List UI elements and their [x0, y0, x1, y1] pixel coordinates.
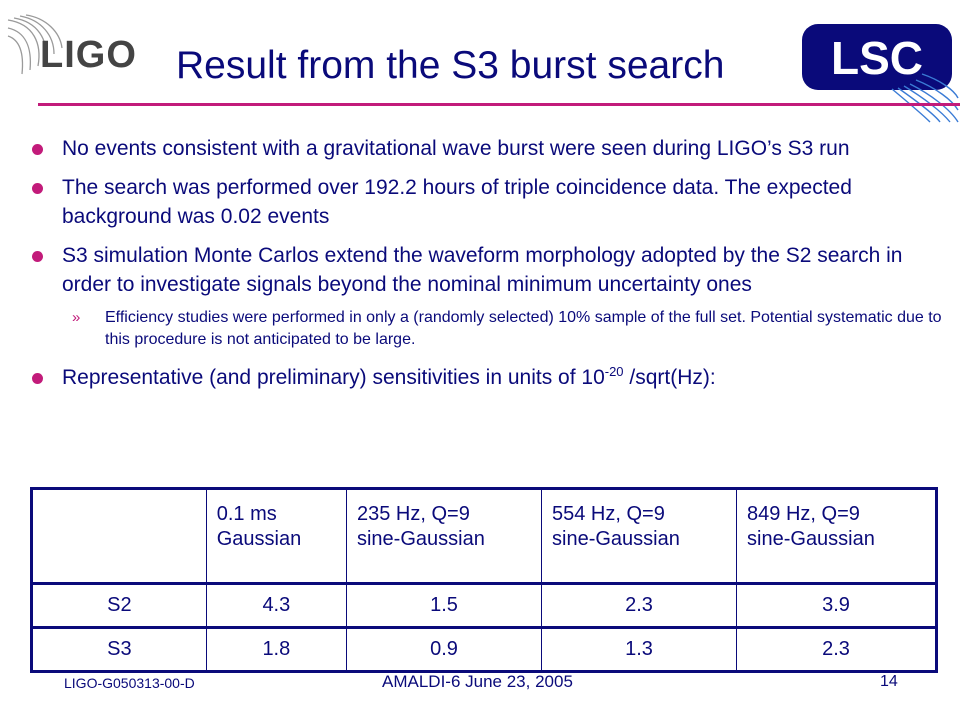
footer-doc-id: LIGO-G050313-00-D	[64, 675, 195, 691]
lsc-logo-text: LSC	[831, 32, 923, 84]
sub-bullet-item	[30, 307, 950, 351]
table-header-row	[32, 489, 937, 584]
bullet-item	[30, 363, 950, 392]
table-header-cell: 849 Hz, Q=9 sine-Gaussian	[737, 489, 937, 584]
table-header-cell	[32, 489, 207, 584]
title-underline	[38, 103, 960, 106]
bullet-text: No events consistent with a gravitational wave burst were seen during LIGO’s S3 run	[62, 137, 850, 160]
table-cell: 1.5	[346, 584, 541, 628]
bullet-item	[30, 241, 950, 299]
bullet-list	[30, 134, 950, 392]
sub-bullet-text: Efficiency studies were performed in only a (randomly selected) 10% sample of the full set. Potential systematic due to this procedure is not anticipated to be large.	[105, 309, 942, 348]
bullet-text: S3 simulation Monte Carlos extend the waveform morphology adopted by the S2 search in order to investigate signals beyond the nominal minimum uncertainty ones	[62, 244, 903, 296]
table-cell: 1.3	[542, 628, 737, 672]
sensitivity-table	[30, 487, 938, 673]
table-row-label: S2	[32, 584, 207, 628]
footer-page-number: 14	[880, 673, 898, 690]
bullet-item	[30, 173, 950, 231]
bullet-text-suffix: /sqrt(Hz):	[623, 366, 716, 389]
bullet-text: Representative (and preliminary) sensitivities in units of 10	[62, 366, 605, 389]
exponent: -20	[604, 364, 624, 379]
table-cell: 0.9	[346, 628, 541, 672]
table-cell: 2.3	[737, 628, 937, 672]
bullet-item	[30, 134, 950, 163]
footer-event: AMALDI-6 June 23, 2005	[382, 672, 573, 691]
sub-bullet-marker-icon: »	[72, 309, 81, 326]
table-row	[32, 584, 937, 628]
bullet-dot-icon	[32, 373, 43, 384]
table-cell: 2.3	[542, 584, 737, 628]
bullet-dot-icon	[32, 183, 43, 194]
table-cell: 3.9	[737, 584, 937, 628]
bullet-dot-icon	[32, 144, 43, 155]
table-cell: 1.8	[206, 628, 346, 672]
table-cell: 4.3	[206, 584, 346, 628]
ligo-wordmark: LIGO	[40, 34, 137, 76]
lsc-logo	[800, 14, 960, 124]
table-header-cell: 554 Hz, Q=9 sine-Gaussian	[542, 489, 737, 584]
slide-title: Result from the S3 burst search	[176, 44, 725, 87]
table-header-cell: 235 Hz, Q=9 sine-Gaussian	[346, 489, 541, 584]
table-row-label: S3	[32, 628, 207, 672]
table-row	[32, 628, 937, 672]
bullet-dot-icon	[32, 251, 43, 262]
table-header-cell: 0.1 ms Gaussian	[206, 489, 346, 584]
bullet-text: The search was performed over 192.2 hours of triple coincidence data. The expected background was 0.02 events	[62, 176, 852, 228]
